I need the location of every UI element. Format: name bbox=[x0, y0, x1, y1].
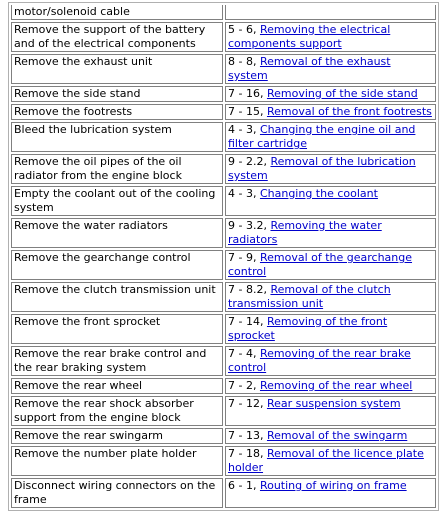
reference-link[interactable]: Removal of the swingarm bbox=[266, 429, 408, 442]
reference-link[interactable]: Removal of the gearchange control bbox=[228, 251, 413, 278]
action-cell: Bleed the lubrication system bbox=[11, 122, 223, 152]
action-cell: Remove the front sprocket bbox=[11, 314, 223, 344]
section-number: 7 - 18, bbox=[228, 447, 267, 460]
reference-cell bbox=[225, 478, 436, 508]
reference-cell bbox=[225, 86, 436, 102]
table-row bbox=[11, 5, 436, 20]
section-number: 7 - 2, bbox=[228, 379, 260, 392]
reference-cell bbox=[225, 218, 436, 248]
action-cell: Remove the clutch transmission unit bbox=[11, 282, 223, 312]
section-number: 4 - 3, bbox=[228, 123, 260, 136]
action-cell: Remove the water radiators bbox=[11, 218, 223, 248]
section-number: 7 - 15, bbox=[228, 105, 267, 118]
action-cell: Remove the rear wheel bbox=[11, 378, 223, 394]
reference-cell bbox=[225, 186, 436, 216]
reference-link[interactable]: Removing of the side stand bbox=[266, 87, 418, 100]
action-cell: Remove the oil pipes of the oil radiator from the engine block bbox=[11, 154, 223, 184]
reference-cell bbox=[225, 346, 436, 376]
table-row bbox=[11, 314, 436, 344]
table-row bbox=[11, 478, 436, 508]
reference-link[interactable]: Removing of the rear brake control bbox=[228, 347, 411, 374]
section-number: 4 - 3, bbox=[228, 187, 260, 200]
section-number: 7 - 9, bbox=[228, 251, 260, 264]
reference-cell bbox=[225, 5, 436, 20]
reference-cell bbox=[225, 54, 436, 84]
section-number: 7 - 8.2, bbox=[228, 283, 271, 296]
table-row bbox=[11, 22, 436, 52]
reference-cell bbox=[225, 282, 436, 312]
reference-link[interactable]: Changing the engine oil and filter cartridge bbox=[228, 123, 416, 150]
section-number: 9 - 3.2, bbox=[228, 219, 271, 232]
action-cell: motor/solenoid cable bbox=[11, 5, 223, 20]
reference-cell bbox=[225, 446, 436, 476]
action-cell: Remove the gearchange control bbox=[11, 250, 223, 280]
reference-link[interactable]: Removing the water radiators bbox=[228, 219, 382, 246]
table-row bbox=[11, 446, 436, 476]
reference-link[interactable]: Removing of the rear wheel bbox=[259, 379, 413, 392]
section-number: 7 - 12, bbox=[228, 397, 267, 410]
procedure-table-body bbox=[11, 5, 436, 508]
reference-link[interactable]: Rear suspension system bbox=[266, 397, 401, 410]
table-row bbox=[11, 86, 436, 102]
reference-link[interactable]: Routing of wiring on frame bbox=[259, 479, 407, 492]
section-number: 7 - 13, bbox=[228, 429, 267, 442]
reference-cell bbox=[225, 250, 436, 280]
table-row bbox=[11, 378, 436, 394]
action-cell: Remove the number plate holder bbox=[11, 446, 223, 476]
reference-cell bbox=[225, 122, 436, 152]
action-cell: Remove the side stand bbox=[11, 86, 223, 102]
reference-link[interactable]: Removing of the front sprocket bbox=[228, 315, 388, 342]
procedure-table bbox=[8, 2, 439, 511]
action-cell: Remove the rear swingarm bbox=[11, 428, 223, 444]
section-number: 5 - 6, bbox=[228, 23, 260, 36]
action-cell: Remove the footrests bbox=[11, 104, 223, 120]
action-cell: Remove the rear brake control and the rear braking system bbox=[11, 346, 223, 376]
table-row bbox=[11, 250, 436, 280]
reference-cell bbox=[225, 396, 436, 426]
section-number: 8 - 8, bbox=[228, 55, 260, 68]
table-row bbox=[11, 218, 436, 248]
table-row bbox=[11, 122, 436, 152]
action-cell: Remove the exhaust unit bbox=[11, 54, 223, 84]
table-row bbox=[11, 104, 436, 120]
reference-link[interactable]: Removal of the clutch transmission unit bbox=[228, 283, 391, 310]
table-row bbox=[11, 428, 436, 444]
reference-cell bbox=[225, 104, 436, 120]
section-number: 7 - 16, bbox=[228, 87, 267, 100]
reference-link[interactable]: Removal of the lubrication system bbox=[228, 155, 416, 182]
section-number: 7 - 4, bbox=[228, 347, 260, 360]
table-row bbox=[11, 186, 436, 216]
table-row bbox=[11, 396, 436, 426]
table-row bbox=[11, 54, 436, 84]
reference-cell bbox=[225, 378, 436, 394]
section-number: 7 - 14, bbox=[228, 315, 267, 328]
reference-link[interactable]: Removal of the front footrests bbox=[266, 105, 432, 118]
table-row bbox=[11, 346, 436, 376]
action-cell: Remove the rear shock absorber support from the engine block bbox=[11, 396, 223, 426]
reference-link[interactable]: Changing the coolant bbox=[259, 187, 378, 200]
table-row bbox=[11, 154, 436, 184]
action-cell: Disconnect wiring connectors on the frame bbox=[11, 478, 223, 508]
reference-cell bbox=[225, 22, 436, 52]
procedure-table-container bbox=[8, 2, 439, 511]
reference-cell bbox=[225, 314, 436, 344]
reference-link[interactable]: Removal of the licence plate holder bbox=[228, 447, 424, 474]
action-cell: Remove the support of the battery and of the electrical components bbox=[11, 22, 223, 52]
reference-link[interactable]: Removing the electrical components support bbox=[228, 23, 391, 50]
action-cell: Empty the coolant out of the cooling system bbox=[11, 186, 223, 216]
section-number: 9 - 2.2, bbox=[228, 155, 271, 168]
reference-cell bbox=[225, 154, 436, 184]
reference-link[interactable]: Removal of the exhaust system bbox=[228, 55, 391, 82]
section-number: 6 - 1, bbox=[228, 479, 260, 492]
table-row bbox=[11, 282, 436, 312]
reference-cell bbox=[225, 428, 436, 444]
